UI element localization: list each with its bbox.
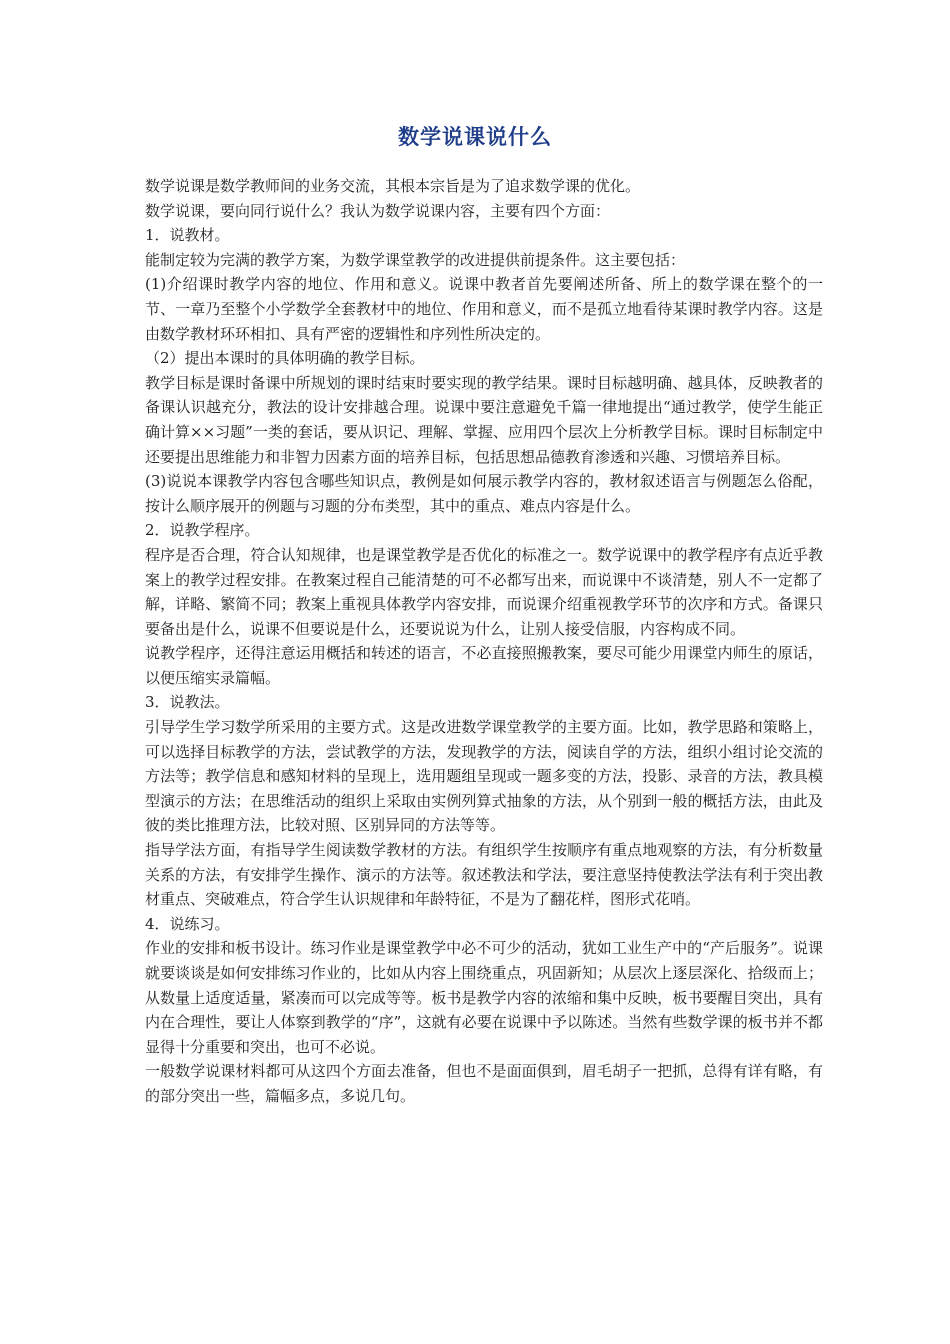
paragraph: 说教学程序，还得注意运用概括和转述的语言，不必直接照搬教案，要尽可能少用课堂内师生的原话，以便压缩实录篇幅。 — [145, 644, 823, 687]
paragraph: (3)说说本课教学内容包含哪些知识点，教例是如何展示教学内容的，教材叙述语言与例题怎么俗配，按计么顺序展开的例题与习题的分布类型，其中的重点、难点内容是什么。 — [145, 472, 823, 515]
document-title: 数学说课说什么 — [398, 125, 552, 149]
paragraph: 教学目标是课时备课中所规划的课时结束时要实现的教学结果。课时目标越明确、越具体，反映教者的备课认识越充分，教法的设计安排越合理。说课中要注意避免千篇一律地提出“通过教学，使学生能正确计算××习题”一类的套话，要从识记、理解、掌握、应用四个层次上分析教学目标。课时目标制定中还要提出思维能力和非智力因素方面的培养目标，包括思想品德教育渗透和兴趣、习惯培养目标。 — [145, 373, 823, 466]
paragraph: （2）提出本课时的具体明确的教学目标。 — [145, 349, 425, 368]
section-heading: 3．说教法。 — [145, 693, 230, 712]
paragraph: 数学说课是数学教师间的业务交流，其根本宗旨是为了追求数学课的优化。 — [145, 177, 641, 195]
paragraph: 数学说课，要向同行说什么？我认为数学说课内容，主要有四个方面： — [145, 201, 611, 220]
paragraph: 引导学生学习数学所采用的主要方式。这是改进数学课堂教学的主要方面。比如，教学思路和策略上，可以选择目标教学的方法，尝试教学的方法，发现教学的方法，阅读自学的方法，组织小组讨论交流的方法等；教学信息和感知材料的呈现上，选用题组呈现或一题多变的方法，投影、录音的方法，教具模型演示的方法；在思维活动的组织上采取由实例列算式抽象的方法，从个别到一般的概括方法，由此及彼的类比推理方法，比较对照、区别异同的方法等等。 — [145, 718, 823, 835]
paragraph: 能制定较为完满的教学方案，为数学课堂教学的改进提供前提条件。这主要包括： — [145, 250, 686, 269]
section-heading: 1．说教材。 — [145, 226, 230, 245]
paragraph: (1)介绍课时教学内容的地位、作用和意义。说课中教者首先要阐述所备、所上的数学课在整个的一节、一章乃至整个小学数学全套教材中的地位、作用和意义，而不是孤立地看待某课时教学内容。这是由数学教材环环相扣、具有严密的逻辑性和序列性所决定的。 — [145, 275, 823, 343]
document-body — [145, 174, 823, 1109]
section-heading: 2．说教学程序。 — [145, 521, 260, 540]
section-heading: 4．说练习。 — [145, 914, 230, 933]
paragraph: 程序是否合理，符合认知规律，也是课堂教学是否优化的标准之一。数学说课中的教学程序有点近乎教案上的教学过程安排。在教案过程自己能清楚的可不必都写出来，而说课中不谈清楚，别人不一定都了解，详略、繁简不同；教案上重视具体教学内容安排，而说课介绍重视教学环节的次序和方式。备课只要备出是什么，说课不但要说是什么，还要说说为什么，让别人接受信服，内容构成不同。 — [145, 545, 823, 638]
paragraph: 指导学法方面，有指导学生阅读数学教材的方法。有组织学生按顺序有重点地观察的方法，有分析数量关系的方法，有安排学生操作、演示的方法等。叙述教法和学法，要注意坚持使教法学法有利于突出教材重点、突破难点，符合学生认识规律和年龄特征，不是为了翻花样，图形式花哨。 — [145, 841, 823, 909]
paragraph: 一般数学说课材料都可从这四个方面去准备，但也不是面面俱到，眉毛胡子一把抓，总得有详有略，有的部分突出一些，篇幅多点，多说几句。 — [145, 1062, 823, 1105]
paragraph: 作业的安排和板书设计。练习作业是课堂教学中必不可少的活动，犹如工业生产中的“产后服务”。说课就要谈谈是如何安排练习作业的，比如从内容上围绕重点，巩固新知；从层次上逐层深化、拾级而上；从数量上适度适量，紧凑而可以完成等等。板书是教学内容的浓缩和集中反映，板书要醒目突出，具有内在合理性，要让人体察到教学的“序”，这就有必要在说课中予以陈述。当然有些数学课的板书并不都显得十分重要和突出，也可不必说。 — [145, 939, 823, 1056]
